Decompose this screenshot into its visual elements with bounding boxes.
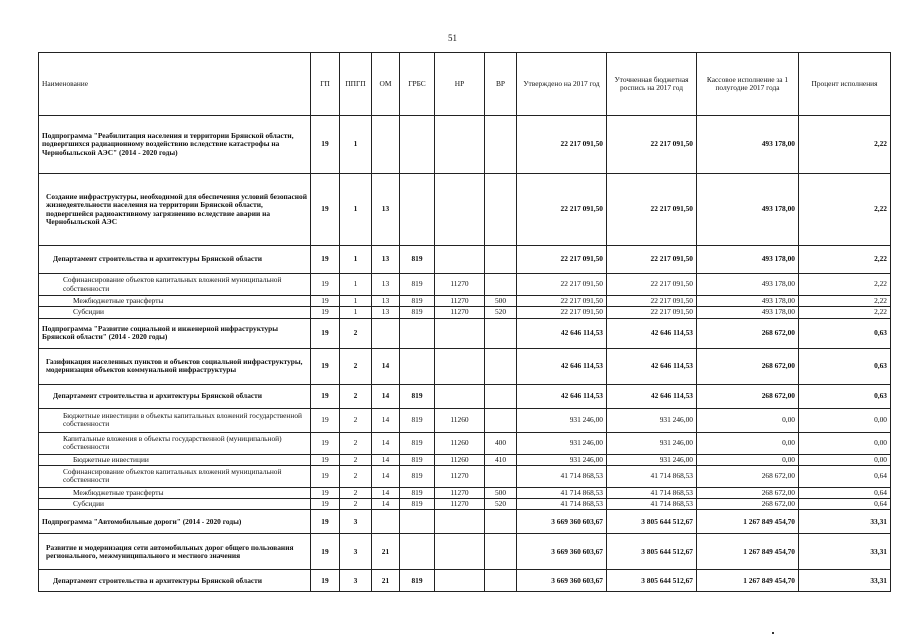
cell-grbs bbox=[400, 318, 435, 348]
cell-ppgp: 1 bbox=[340, 174, 372, 246]
cell-refined: 22 217 091,50 bbox=[607, 246, 697, 274]
cell-percent: 0,00 bbox=[799, 408, 891, 432]
cell-om: 14 bbox=[372, 465, 400, 487]
cell-gp: 19 bbox=[311, 116, 340, 174]
cell-om: 21 bbox=[372, 570, 400, 592]
cell-approved: 41 714 868,53 bbox=[517, 499, 607, 510]
cell-ppgp: 3 bbox=[340, 534, 372, 570]
cell-grbs: 819 bbox=[400, 499, 435, 510]
cell-vr: 520 bbox=[485, 499, 517, 510]
cell-percent: 2,22 bbox=[799, 296, 891, 307]
cell-refined: 931 246,00 bbox=[607, 432, 697, 454]
cell-vr bbox=[485, 318, 517, 348]
cell-approved: 931 246,00 bbox=[517, 432, 607, 454]
cell-nr: 11270 bbox=[435, 465, 485, 487]
cell-refined: 22 217 091,50 bbox=[607, 116, 697, 174]
cell-name: Субсидии bbox=[39, 499, 311, 510]
cell-nr: 11260 bbox=[435, 408, 485, 432]
cell-nr: 11260 bbox=[435, 432, 485, 454]
cell-cash: 1 267 849 454,70 bbox=[697, 570, 799, 592]
cell-om: 14 bbox=[372, 454, 400, 465]
cell-grbs: 819 bbox=[400, 296, 435, 307]
cell-gp: 19 bbox=[311, 432, 340, 454]
cell-approved: 42 646 114,53 bbox=[517, 384, 607, 408]
cell-refined: 41 714 868,53 bbox=[607, 487, 697, 498]
cell-approved: 3 669 360 603,67 bbox=[517, 570, 607, 592]
cell-percent: 0,63 bbox=[799, 348, 891, 384]
cell-gp: 19 bbox=[311, 510, 340, 534]
cell-grbs bbox=[400, 510, 435, 534]
cell-cash: 493 178,00 bbox=[697, 116, 799, 174]
cell-ppgp: 2 bbox=[340, 454, 372, 465]
cell-approved: 22 217 091,50 bbox=[517, 296, 607, 307]
table-row bbox=[39, 274, 891, 296]
cell-gp: 19 bbox=[311, 274, 340, 296]
cell-gp: 19 bbox=[311, 487, 340, 498]
cell-gp: 19 bbox=[311, 384, 340, 408]
cell-cash: 1 267 849 454,70 bbox=[697, 534, 799, 570]
cell-percent: 0,64 bbox=[799, 487, 891, 498]
cell-vr: 520 bbox=[485, 307, 517, 318]
cell-om: 14 bbox=[372, 408, 400, 432]
cell-refined: 42 646 114,53 bbox=[607, 318, 697, 348]
cell-percent: 0,00 bbox=[799, 432, 891, 454]
cell-cash: 493 178,00 bbox=[697, 274, 799, 296]
table-row bbox=[39, 534, 891, 570]
cell-grbs bbox=[400, 348, 435, 384]
cell-percent: 33,31 bbox=[799, 534, 891, 570]
cell-nr bbox=[435, 348, 485, 384]
cell-grbs: 819 bbox=[400, 570, 435, 592]
cell-ppgp: 2 bbox=[340, 408, 372, 432]
cell-nr: 11260 bbox=[435, 454, 485, 465]
cell-refined: 22 217 091,50 bbox=[607, 307, 697, 318]
cell-approved: 931 246,00 bbox=[517, 408, 607, 432]
cell-percent: 2,22 bbox=[799, 246, 891, 274]
cell-ppgp: 2 bbox=[340, 487, 372, 498]
header-approved: Утверждено на 2017 год bbox=[517, 53, 607, 116]
cell-vr bbox=[485, 174, 517, 246]
table-row bbox=[39, 454, 891, 465]
table-row bbox=[39, 384, 891, 408]
cell-gp: 19 bbox=[311, 296, 340, 307]
cell-approved: 42 646 114,53 bbox=[517, 348, 607, 384]
cell-name: Бюджетные инвестиции bbox=[39, 454, 311, 465]
cell-om bbox=[372, 318, 400, 348]
cell-nr bbox=[435, 318, 485, 348]
cell-nr bbox=[435, 510, 485, 534]
cell-name: Развитие и модернизация сети автомобильных дорог общего пользования регионального, межмуниципального и местного значения bbox=[39, 534, 311, 570]
table-row bbox=[39, 296, 891, 307]
cell-vr: 410 bbox=[485, 454, 517, 465]
cell-vr bbox=[485, 384, 517, 408]
cell-ppgp: 2 bbox=[340, 465, 372, 487]
table-header-row bbox=[39, 53, 891, 116]
cell-cash: 268 672,00 bbox=[697, 318, 799, 348]
cell-nr bbox=[435, 116, 485, 174]
cell-name: Создание инфраструктуры, необходимой для обеспечения условий безопасной жизнедеятельности населения на территории Брянской области, подвергшейся радиоактивному загрязнению вследствие аварии на Чернобыльской АЭС bbox=[39, 174, 311, 246]
cell-name: Подпрограмма "Развитие социальной и инженерной инфраструктуры Брянской области" (2014 - 2020 годы) bbox=[39, 318, 311, 348]
cell-grbs: 819 bbox=[400, 408, 435, 432]
cell-name: Софинансирование объектов капитальных вложений муниципальной собственности bbox=[39, 274, 311, 296]
cell-approved: 22 217 091,50 bbox=[517, 307, 607, 318]
cell-om: 13 bbox=[372, 274, 400, 296]
cell-grbs bbox=[400, 116, 435, 174]
cell-om: 13 bbox=[372, 296, 400, 307]
cell-gp: 19 bbox=[311, 307, 340, 318]
cell-cash: 0,00 bbox=[697, 408, 799, 432]
table-row bbox=[39, 465, 891, 487]
page-number: 51 bbox=[448, 33, 457, 43]
cell-gp: 19 bbox=[311, 174, 340, 246]
cell-grbs: 819 bbox=[400, 246, 435, 274]
cell-om: 13 bbox=[372, 307, 400, 318]
header-gp: ГП bbox=[311, 53, 340, 116]
cell-om: 14 bbox=[372, 499, 400, 510]
cell-grbs: 819 bbox=[400, 307, 435, 318]
cell-percent: 2,22 bbox=[799, 116, 891, 174]
cell-ppgp: 2 bbox=[340, 348, 372, 384]
cell-ppgp: 3 bbox=[340, 510, 372, 534]
cell-refined: 22 217 091,50 bbox=[607, 296, 697, 307]
cell-percent: 0,63 bbox=[799, 384, 891, 408]
cell-refined: 41 714 868,53 bbox=[607, 465, 697, 487]
cell-vr bbox=[485, 534, 517, 570]
cell-grbs bbox=[400, 534, 435, 570]
cell-grbs: 819 bbox=[400, 432, 435, 454]
cell-approved: 22 217 091,50 bbox=[517, 116, 607, 174]
cell-percent: 0,64 bbox=[799, 499, 891, 510]
cell-om bbox=[372, 510, 400, 534]
cell-om: 21 bbox=[372, 534, 400, 570]
cell-vr bbox=[485, 408, 517, 432]
cell-vr bbox=[485, 246, 517, 274]
cell-nr: 11270 bbox=[435, 274, 485, 296]
cell-percent: 2,22 bbox=[799, 307, 891, 318]
table-row bbox=[39, 348, 891, 384]
table-row bbox=[39, 174, 891, 246]
cell-name: Подпрограмма "Реабилитация населения и территории Брянской области, подвергшихся радиационному воздействию вследствие катастрофы на Чернобыльской АЭС" (2014 - 2020 годы) bbox=[39, 116, 311, 174]
cell-name: Межбюджетные трансферты bbox=[39, 296, 311, 307]
cell-refined: 41 714 868,53 bbox=[607, 499, 697, 510]
cell-vr: 500 bbox=[485, 487, 517, 498]
cell-name: Межбюджетные трансферты bbox=[39, 487, 311, 498]
cell-nr: 11270 bbox=[435, 296, 485, 307]
cell-om: 14 bbox=[372, 384, 400, 408]
cell-refined: 931 246,00 bbox=[607, 408, 697, 432]
cell-ppgp: 1 bbox=[340, 246, 372, 274]
cell-name: Бюджетные инвестиции в объекты капитальных вложений государственной собственности bbox=[39, 408, 311, 432]
cell-ppgp: 1 bbox=[340, 116, 372, 174]
cell-vr bbox=[485, 510, 517, 534]
header-nr: НР bbox=[435, 53, 485, 116]
cell-refined: 22 217 091,50 bbox=[607, 274, 697, 296]
cell-cash: 493 178,00 bbox=[697, 174, 799, 246]
budget-table bbox=[38, 52, 891, 592]
cell-cash: 268 672,00 bbox=[697, 499, 799, 510]
cell-om bbox=[372, 116, 400, 174]
cell-vr bbox=[485, 348, 517, 384]
table-row bbox=[39, 116, 891, 174]
cell-om: 14 bbox=[372, 487, 400, 498]
cell-refined: 931 246,00 bbox=[607, 454, 697, 465]
header-grbs: ГРБС bbox=[400, 53, 435, 116]
cell-cash: 0,00 bbox=[697, 432, 799, 454]
cell-nr: 11270 bbox=[435, 487, 485, 498]
cell-approved: 3 669 360 603,67 bbox=[517, 510, 607, 534]
cell-refined: 42 646 114,53 bbox=[607, 384, 697, 408]
cell-vr bbox=[485, 465, 517, 487]
header-vr: ВР bbox=[485, 53, 517, 116]
cell-nr: 11270 bbox=[435, 499, 485, 510]
table-row bbox=[39, 487, 891, 498]
cell-cash: 268 672,00 bbox=[697, 348, 799, 384]
table-row bbox=[39, 408, 891, 432]
cell-approved: 41 714 868,53 bbox=[517, 465, 607, 487]
cell-om: 14 bbox=[372, 432, 400, 454]
cell-grbs: 819 bbox=[400, 274, 435, 296]
header-om: ОМ bbox=[372, 53, 400, 116]
cell-nr bbox=[435, 246, 485, 274]
cell-grbs: 819 bbox=[400, 487, 435, 498]
header-name: Наименование bbox=[39, 53, 311, 116]
cell-vr bbox=[485, 570, 517, 592]
cell-ppgp: 2 bbox=[340, 432, 372, 454]
cell-cash: 268 672,00 bbox=[697, 465, 799, 487]
cell-percent: 0,64 bbox=[799, 465, 891, 487]
cell-name: Софинансирование объектов капитальных вложений муниципальной собственности bbox=[39, 465, 311, 487]
header-ppgp: ППГП bbox=[340, 53, 372, 116]
cell-refined: 42 646 114,53 bbox=[607, 348, 697, 384]
cell-approved: 3 669 360 603,67 bbox=[517, 534, 607, 570]
cell-gp: 19 bbox=[311, 246, 340, 274]
cell-percent: 2,22 bbox=[799, 174, 891, 246]
cell-gp: 19 bbox=[311, 408, 340, 432]
cell-gp: 19 bbox=[311, 348, 340, 384]
cell-cash: 0,00 bbox=[697, 454, 799, 465]
cell-name: Капитальные вложения в объекты государственной (муниципальной) собственности bbox=[39, 432, 311, 454]
cell-om: 13 bbox=[372, 246, 400, 274]
cell-percent: 2,22 bbox=[799, 274, 891, 296]
cell-name: Газификация населенных пунктов и объектов социальной инфраструктуры, модернизация объектов коммунальной инфраструктуры bbox=[39, 348, 311, 384]
cell-om: 13 bbox=[372, 174, 400, 246]
cell-refined: 22 217 091,50 bbox=[607, 174, 697, 246]
cell-cash: 493 178,00 bbox=[697, 307, 799, 318]
cell-approved: 41 714 868,53 bbox=[517, 487, 607, 498]
cell-cash: 1 267 849 454,70 bbox=[697, 510, 799, 534]
cell-cash: 493 178,00 bbox=[697, 246, 799, 274]
cell-ppgp: 2 bbox=[340, 318, 372, 348]
cell-nr: 11270 bbox=[435, 307, 485, 318]
cell-nr bbox=[435, 570, 485, 592]
cell-approved: 22 217 091,50 bbox=[517, 274, 607, 296]
header-percent: Процент исполнения bbox=[799, 53, 891, 116]
cell-ppgp: 1 bbox=[340, 296, 372, 307]
cell-grbs: 819 bbox=[400, 465, 435, 487]
cell-grbs bbox=[400, 174, 435, 246]
table-row bbox=[39, 246, 891, 274]
cell-gp: 19 bbox=[311, 465, 340, 487]
cell-approved: 22 217 091,50 bbox=[517, 246, 607, 274]
cell-vr: 400 bbox=[485, 432, 517, 454]
cell-cash: 268 672,00 bbox=[697, 487, 799, 498]
cell-ppgp: 1 bbox=[340, 307, 372, 318]
header-refined: Уточненная бюджетная роспись на 2017 год bbox=[607, 53, 697, 116]
cell-approved: 42 646 114,53 bbox=[517, 318, 607, 348]
cell-refined: 3 805 644 512,67 bbox=[607, 570, 697, 592]
cell-refined: 3 805 644 512,67 bbox=[607, 534, 697, 570]
cell-gp: 19 bbox=[311, 499, 340, 510]
cell-cash: 268 672,00 bbox=[697, 384, 799, 408]
cell-name: Субсидии bbox=[39, 307, 311, 318]
cell-grbs: 819 bbox=[400, 454, 435, 465]
cell-grbs: 819 bbox=[400, 384, 435, 408]
cell-cash: 493 178,00 bbox=[697, 296, 799, 307]
cell-nr bbox=[435, 534, 485, 570]
cell-name: Подпрограмма "Автомобильные дороги" (2014 - 2020 годы) bbox=[39, 510, 311, 534]
cell-name: Департамент строительства и архитектуры Брянской области bbox=[39, 384, 311, 408]
cell-percent: 0,63 bbox=[799, 318, 891, 348]
header-cash: Кассовое исполнение за 1 полугодие 2017 года bbox=[697, 53, 799, 116]
cell-gp: 19 bbox=[311, 454, 340, 465]
cell-gp: 19 bbox=[311, 318, 340, 348]
cell-ppgp: 2 bbox=[340, 384, 372, 408]
cell-refined: 3 805 644 512,67 bbox=[607, 510, 697, 534]
cell-ppgp: 3 bbox=[340, 570, 372, 592]
table-row bbox=[39, 318, 891, 348]
cell-gp: 19 bbox=[311, 570, 340, 592]
table-row bbox=[39, 432, 891, 454]
table-row bbox=[39, 570, 891, 592]
cell-approved: 22 217 091,50 bbox=[517, 174, 607, 246]
cell-vr bbox=[485, 274, 517, 296]
cell-percent: 0,00 bbox=[799, 454, 891, 465]
cell-percent: 33,31 bbox=[799, 570, 891, 592]
cell-percent: 33,31 bbox=[799, 510, 891, 534]
cell-name: Департамент строительства и архитектуры Брянской области bbox=[39, 246, 311, 274]
cell-om: 14 bbox=[372, 348, 400, 384]
cell-ppgp: 1 bbox=[340, 274, 372, 296]
cell-ppgp: 2 bbox=[340, 499, 372, 510]
cell-vr bbox=[485, 116, 517, 174]
cell-gp: 19 bbox=[311, 534, 340, 570]
cell-nr bbox=[435, 384, 485, 408]
scan-speck bbox=[772, 632, 774, 634]
table-row bbox=[39, 499, 891, 510]
cell-approved: 931 246,00 bbox=[517, 454, 607, 465]
cell-name: Департамент строительства и архитектуры Брянской области bbox=[39, 570, 311, 592]
cell-nr bbox=[435, 174, 485, 246]
table-row bbox=[39, 307, 891, 318]
cell-vr: 500 bbox=[485, 296, 517, 307]
table-row bbox=[39, 510, 891, 534]
